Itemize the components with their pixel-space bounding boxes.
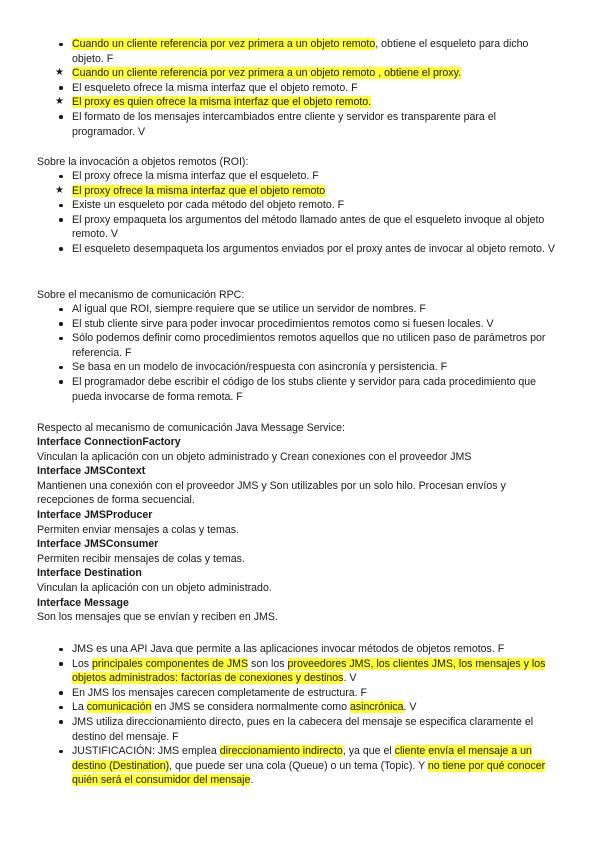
list-item-text: , que puede ser una cola (Queue) o un tema (Topic). Y — [169, 759, 428, 772]
list-item-text: . — [250, 774, 254, 787]
heading-rpc: Sobre el mecanismo de comunicación RPC: — [37, 289, 245, 301]
list-item — [56, 66, 560, 81]
list-item-text: El esqueleto ofrece la misma interfaz que el objeto remoto. F — [72, 81, 358, 94]
interface-description: Vinculan la aplicación con un objeto administrado y Crean conexiones con el proveedor JMS — [37, 450, 472, 463]
list-item — [56, 169, 560, 184]
list-item — [56, 184, 560, 199]
highlighted-text: direccionamiento indirecto — [219, 745, 343, 758]
list-item-text: El proxy empaqueta los argumentos del método llamado antes de que el esqueleto invoque al objeto remoto. V — [72, 213, 545, 241]
list-item-text: Los — [72, 657, 93, 670]
list-item — [56, 81, 560, 96]
interface-name: Interface JMSConsumer — [37, 538, 159, 551]
list-item-text: El esqueleto desempaqueta los argumentos enviados por el proxy antes de invocar al objeto remoto. V — [72, 242, 555, 255]
jms-interfaces — [37, 435, 562, 625]
interface-name: Interface Destination — [37, 567, 142, 580]
list-item — [56, 744, 560, 788]
interface-name: Interface JMSContext — [37, 465, 146, 478]
interface-description: Vinculan la aplicación con un objeto administrado. — [37, 581, 272, 594]
list-item-text: JMS es una API Java que permite a las aplicaciones invocar métodos de objetos remotos. F — [72, 643, 505, 655]
highlighted-text: El proxy es quien ofrece la misma interfaz que el objeto remoto. — [72, 96, 372, 109]
list-item-text: , obtiene el esqueleto para dicho objeto. F — [72, 38, 529, 65]
highlighted-text: Cuando un cliente referencia por vez primera a un objeto remoto — [72, 38, 376, 50]
interface-description: Permiten recibir mensajes de colas y temas. — [37, 552, 245, 565]
list-remote-object — [56, 37, 560, 139]
highlighted-text: principales componentes de JMS — [92, 657, 249, 670]
list-item-text: El stub cliente sirve para poder invocar procedimientos remotos como si fuesen locales. V — [72, 317, 494, 330]
list-item-text: Al igual que ROI, siempre requiere que se utilice un servidor de nombres. F — [72, 303, 426, 315]
list-jms — [56, 642, 560, 788]
list-item — [56, 302, 560, 317]
interface-name: Interface ConnectionFactory — [37, 436, 181, 448]
list-item — [56, 317, 560, 332]
list-item-text: son los — [248, 657, 288, 670]
list-item — [56, 360, 560, 375]
interface-description: Permiten enviar mensajes a colas y temas. — [37, 523, 239, 536]
interface-name: Interface Message — [37, 596, 129, 609]
list-item — [56, 686, 560, 701]
list-item-text: , ya que el — [342, 745, 395, 758]
list-item-text: JMS utiliza direccionamiento directo, pues en la cabecera del mensaje se especifica claramente el destino del mensaje. F — [72, 715, 534, 743]
list-roi — [56, 169, 560, 257]
star-bullet-icon: ★ — [55, 96, 64, 108]
interface-name: Interface JMSProducer — [37, 508, 153, 521]
list-item-text: La — [72, 701, 87, 714]
list-item-text: El programador debe escribir el código de los stubs cliente y servidor para cada procedimiento que pueda invocarse de forma remota. F — [72, 375, 537, 403]
list-item-text: Se basa en un modelo de invocación/respuesta con asincronía y persistencia. F — [72, 361, 448, 374]
highlighted-text: cliente envía el mensaje a un destino (Destination) — [72, 745, 532, 772]
highlighted-text: proveedores JMS, los clientes JMS, los mensajes y los objetos administrados: factorías de conexiones y destinos — [72, 657, 546, 685]
star-bullet-icon: ★ — [55, 184, 64, 196]
list-item — [56, 213, 560, 242]
list-item — [56, 95, 560, 110]
list-item-text: Existe un esqueleto por cada método del objeto remoto. F — [72, 199, 345, 212]
list-item — [56, 375, 560, 404]
highlighted-text: El proxy ofrece la misma interfaz que el objeto remoto — [72, 184, 326, 197]
heading-roi: Sobre la invocación a objetos remotos (ROI): — [37, 156, 249, 168]
interface-description: Mantienen una conexión con el proveedor JMS y Son utilizables por un solo hilo. Procesan envíos y recepciones de forma secuencial. — [37, 479, 506, 507]
list-item-text: JUSTIFICACIÓN: JMS emplea — [72, 745, 220, 758]
list-item — [56, 37, 560, 66]
list-item — [56, 657, 560, 686]
list-item-text: . V — [343, 672, 357, 685]
highlighted-text: comunicación — [86, 701, 152, 714]
list-rpc — [56, 302, 560, 404]
heading-jms: Respecto al mecanismo de comunicación Java Message Service: — [37, 422, 345, 434]
list-item-text: . V — [403, 701, 417, 714]
list-item-text: El proxy ofrece la misma interfaz que el esqueleto. F — [72, 170, 319, 182]
list-item — [56, 331, 560, 360]
star-bullet-icon: ★ — [55, 67, 64, 79]
list-item — [56, 198, 560, 213]
list-item — [56, 110, 560, 139]
list-item — [56, 700, 560, 715]
interface-description: Son los mensajes que se envían y reciben en JMS. — [37, 611, 278, 624]
list-item — [56, 715, 560, 744]
list-item — [56, 642, 560, 657]
highlighted-text: asincrónica — [349, 701, 404, 714]
list-item — [56, 242, 560, 257]
list-item-text: El formato de los mensajes intercambiados entre cliente y servidor es transparente para el programador. V — [72, 110, 496, 138]
list-item-text: en JMS se considera normalmente como — [151, 701, 350, 714]
list-item-text: Sólo podemos definir como procedimientos remotos aquellos que no utilicen paso de parámetros por referencia. F — [72, 332, 546, 359]
list-item-text: En JMS los mensajes carecen completamente de estructura. F — [72, 686, 367, 699]
highlighted-text: Cuando un cliente referencia por vez primera a un objeto remoto , obtiene el proxy. — [72, 67, 462, 80]
highlighted-text: no tiene por qué conocer quién será el consumidor del mensaje — [72, 759, 546, 787]
